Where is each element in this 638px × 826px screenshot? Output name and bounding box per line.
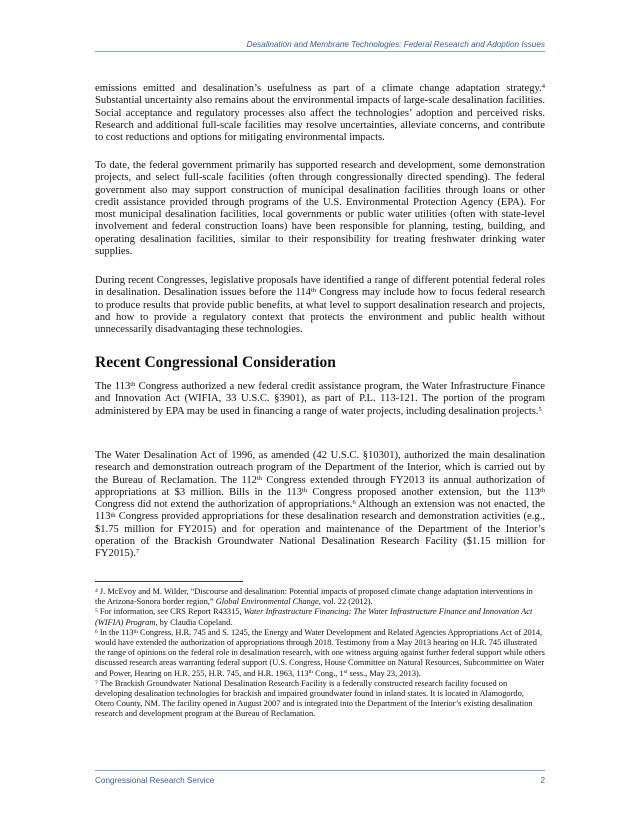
footnote-7 (95, 679, 545, 720)
ordinal-suffix: th (130, 381, 136, 389)
ordinal-suffix: th (133, 628, 138, 635)
footnote-ref-4[interactable]: 4 (541, 83, 545, 91)
text-run: Although an extension was not enacted, the 113 (95, 499, 545, 523)
text-run: The Water Desalination Act of 1996, as amended (42 U.S.C. §10301), authorized the main desalination research and demonstration outreach program of the Department of the Interior, which is carried out by the Bureau of Reclamation. The 112 (95, 450, 545, 486)
footnote-5 (95, 607, 545, 627)
ordinal-suffix: th (110, 511, 116, 519)
text-run: Congress may include how to focus federal research to produce results that provide public benefits, at what level to support desalination research and projects, and how to provide a regulatory context that protects the environment and public health without unnecessarily disadvantaging these technologies. (95, 287, 545, 336)
running-header: Desalination and Membrane Technologies: Federal Research and Adoption Issues (246, 40, 545, 49)
text-run: Congress extended through FY2013 its annual authorization of appropriations at $3 million. Bills in the 113 (95, 474, 546, 498)
citation-title: Global Environmental Change (215, 597, 319, 607)
footnote-number: 6 (95, 628, 98, 635)
footnote-number: 5 (95, 608, 98, 615)
paragraph-federal-support (95, 160, 545, 258)
footnote-divider (95, 581, 243, 582)
footnote-ref-5[interactable]: 5 (538, 405, 542, 413)
header-divider (95, 51, 545, 52)
text-run: Congress proposed another extension, but the 113 (307, 486, 540, 498)
ordinal-suffix: th (310, 287, 316, 295)
ordinal-suffix: st (343, 669, 348, 676)
footnotes (95, 587, 545, 720)
paragraph-climate-uncertainty (95, 83, 545, 144)
footnote-ref-6[interactable]: 6 (352, 499, 356, 507)
paragraph-legislative-proposals (95, 275, 545, 336)
page-number: 2 (540, 776, 545, 785)
text-run: J. McEvoy and M. Wilder, “Discourse and desalination: Potential impacts of proposed climate change adaptation interventions in the Arizona-Sonora border region,” (95, 587, 533, 607)
text-run: , by Claudia Copeland. (155, 617, 233, 627)
text-run: For information, see CRS Report R43315, (97, 607, 244, 617)
ordinal-suffix: th (256, 474, 263, 482)
footnote-number: 4 (95, 587, 98, 594)
text-run: During recent Congresses, legislative proposals have identified a range of different potential federal roles in desalination. Desalination issues before the 114 (95, 275, 545, 299)
section-heading: Recent Congressional Consideration (95, 354, 336, 371)
text-run: The 113 (95, 381, 131, 392)
text-run: In the 113 (97, 627, 134, 637)
text-run: Congress provided appropriations for these desalination research and demonstration activities (e.g., $1.75 million for FY2015) and for operation and maintenance of the Department of the Interior’s operation of the Brackish Groundwater National Desalination Research Facility ($1.15 million for FY2015). (95, 511, 545, 560)
text-run: , vol. 22 (2012). (318, 597, 373, 607)
paragraph-wifia (95, 381, 545, 418)
text-run: Congress, H.R. 745 and S. 1245, the Energy and Water Development and Related Agencies Appropriations Act of 2014, would have extended the authorization of appropriations through 2018. Testimony from a May 2013 hearing on H.R. 745 illustrated the range of opinions on the federal role in desalination research, with one witness arguing against further federal support while others discussed research areas warranting federal support (U.S. Congress, House Committee on Natural Resources, Subcommittee on Water and Power, Hearing on H.R. 255, H.R. 745, and H.R. 1963, 113 (95, 627, 545, 678)
footnote-4 (95, 587, 545, 607)
footer-organization: Congressional Research Service (95, 776, 215, 785)
text-run: Congress did not extend the authorization of appropriations. (95, 499, 353, 511)
text-run: The Brackish Groundwater National Desalination Research Facility is a federally constructed research facility focused on developing desalination technologies for brackish and impaired groundwater found in inland states. It is located in Alamogordo, Otero County, NM. The facility opened in August 2007 and is integrated into the Department of the Interior’s existing desalination research and development program at the Bureau of Reclamation. (95, 678, 533, 719)
text-run: Cong., 1 (312, 668, 344, 678)
ordinal-suffix: th (539, 486, 545, 494)
ordinal-suffix: th (308, 669, 313, 676)
footnote-number: 7 (95, 679, 98, 686)
footnote-ref-7[interactable]: 7 (135, 548, 140, 556)
text-run: To date, the federal government primarily has supported research and development, some demonstration projects, and select full-scale facilities (often through congressionally directed spending). The federal government also may support construction of municipal desalination facilities through loans or other credit assistance provided through programs of the U.S. Environmental Protection Agency (EPA). For most municipal desalination facilities, local governments or public water utilities (often with state-level involvement and federal construction loans) have been responsible for planning, testing, building, and operating desalination facilities, similar to their responsibility for treating freshwater drinking water supplies. (95, 160, 545, 258)
ordinal-suffix: th (302, 486, 308, 494)
text-run: sess., May 23, 2013). (347, 668, 421, 678)
paragraph-desalination-act (95, 450, 545, 561)
footnote-6 (95, 628, 545, 679)
text-run: Congress authorized a new federal credit assistance program, the Water Infrastructure Finance and Innovation Act (WIFIA, 33 U.S.C. §3901), as part of P.L. 113-121. The portion of the program administered by EPA may be used in financing a range of water projects, including desalination projects. (95, 381, 545, 417)
report-title-link[interactable]: Water Infrastructure Financing: The Water Infrastructure Finance and Innovation Act (WIFIA) Program (95, 607, 533, 627)
footer-divider (95, 770, 545, 771)
text-run: emissions emitted and desalination’s usefulness as part of a climate change adaptation strategy. (95, 83, 542, 94)
text-run: Substantial uncertainty also remains about the environmental impacts of large-scale desalination facilities. Social acceptance and regulatory processes also affect the technologies’ adoption and perceived risks. Research and additional full-scale facilities may resolve uncertainties, alleviate concerns, and contribute to cost reductions and options for mitigating environmental impacts. (95, 95, 545, 144)
